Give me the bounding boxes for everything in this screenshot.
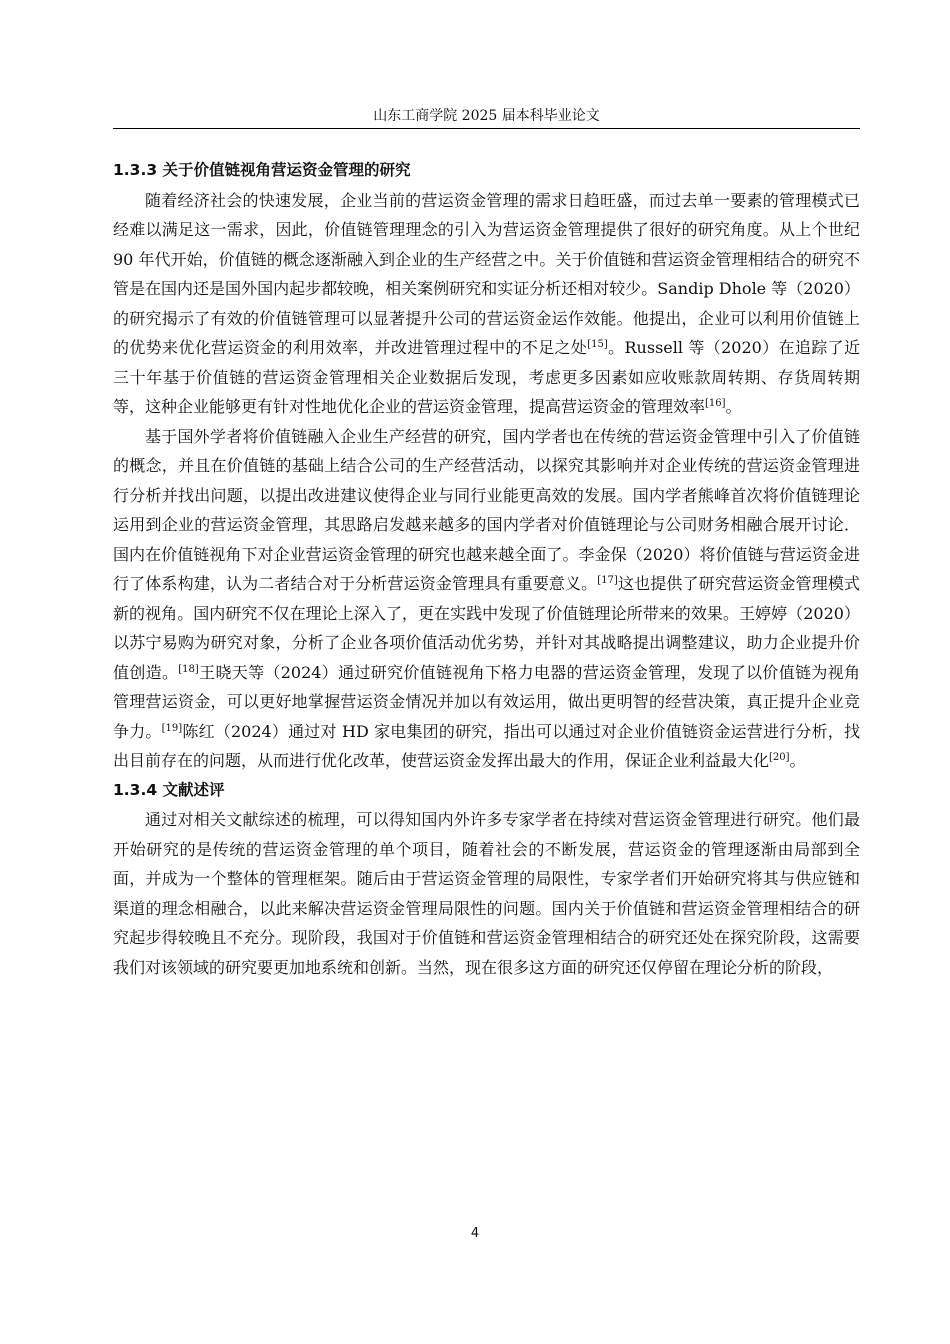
paragraph-text: 这也提供了研究营运资金管理模式新的视角。国内研究不仅在理论上深入了，更在实践中发现了价值链理论所带来的效果。王婷婷（2020）以苏宁易购为研究对象，分析了企业各项价值活动优劣势，并针对其战略提出调整建议，助力企业提升价值创造。 (113, 574, 860, 682)
citation-ref: [19] (161, 722, 183, 734)
paragraph-text: 陈红（2024）通过对 HD 家电集团的研究，指出可以通过对企业价值链资金运营进行分析，找出目前存在的问题，从而进行优化改革，使营运资金发挥出最大的作用，保证企业利益最大化 (113, 721, 860, 770)
page-number: 4 (470, 1226, 480, 1241)
paragraph-text: 。 (725, 397, 742, 416)
paragraph (113, 422, 860, 776)
paragraph (113, 186, 860, 422)
section-heading-1-3-3: 1.3.3 关于价值链视角营运资金管理的研究 (113, 161, 411, 179)
citation-ref: [15] (587, 339, 608, 350)
header-rule (113, 128, 860, 129)
section-heading-1-3-4: 1.3.4 文献述评 (113, 780, 225, 799)
paragraph-text: 。 (789, 751, 806, 770)
running-header: 山东工商学院 2025 届本科毕业论文 (373, 108, 600, 124)
paragraph-text: 通过对相关文献综述的梳理，可以得知国内外许多专家学者在持续对营运资金管理进行研究。他们最开始研究的是传统的营运资金管理的单个项目，随着社会的不断发展，营运资金的管理逐渐由局部到全面，并成为一个整体的管理框架。随后由于营运资金管理的局限性，专家学者们开始研究将其与供应链和渠道的理念相融合，以此来解决营运资金管理局限性的问题。国内关于价值链和营运资金管理相结合的研究起步得较晚且不充分。现阶段，我国对于价值链和营运资金管理相结合的研究还处在探究阶段，这需要我们对该领域的研究要更加地系统和创新。当然，现在很多这方面的研究还仅停留在理论分析的阶段， (113, 810, 860, 977)
paragraph (113, 805, 860, 982)
paragraph-text: 。Russell 等（2020）在追踪了近三十年基于价值链的营运资金管理相关企业数据后发现，考虑更多因素如应收账款周转期、存货周转期等，这种企业能够更有针对性地优化企业的营运资金管理，提高营运资金的管理效率 (113, 338, 860, 416)
body-content (113, 156, 860, 982)
paragraph-text: 王晓天等（2024）通过研究价值链视角下格力电器的营运资金管理，发现了以价值链为视角管理营运资金，可以更好地掌握营运资金情况并加以有效运用，做出更明智的经营决策，真正提升企业竞争力。 (113, 662, 860, 741)
citation-ref: [16] (705, 398, 726, 409)
citation-ref: [18] (178, 663, 199, 675)
paragraph-text: 随着经济社会的快速发展，企业当前的营运资金管理的需求日趋旺盛，而过去单一要素的管理模式已经难以满足这一需求，因此，价值链管理理念的引入为营运资金管理提供了很好的研究角度。从上个世纪 90 年代开始，价值链的概念逐渐融入到企业的生产经营之中。关于价值链和营运资金管理相结合的研究不管是在国内还是国外国内起步都较晚，相关案例研究和实证分析还相对较少。Sandip Dhole 等（2020）的研究揭示了有效的价值链管理可以显著提升公司的营运资金运作效能。他提出，企业可以利用价值链上的优势来优化营运资金的利用效率，并改进管理过程中的不足之处 (113, 190, 860, 357)
paragraph-text: 基于国外学者将价值链融入企业生产经营的研究，国内学者也在传统的营运资金管理中引入了价值链的概念，并且在价值链的基础上结合公司的生产经营活动，以探究其影响并对企业传统的营运资金管理进行分析并找出问题，以提出改进建议使得企业与同行业能更高效的发展。国内学者熊峰首次将价值链理论运用到企业的营运资金管理，其思路启发越来越多的国内学者对价值链理论与公司财务相融合展开讨论．国内在价值链视角下对企业营运资金管理的研究也越来越全面了。李金保（2020）将价值链与营运资金进行了体系构建，认为二者结合对于分析营运资金管理具有重要意义。 (113, 426, 860, 593)
citation-ref: [20] (769, 752, 790, 763)
citation-ref: [17] (597, 575, 618, 586)
